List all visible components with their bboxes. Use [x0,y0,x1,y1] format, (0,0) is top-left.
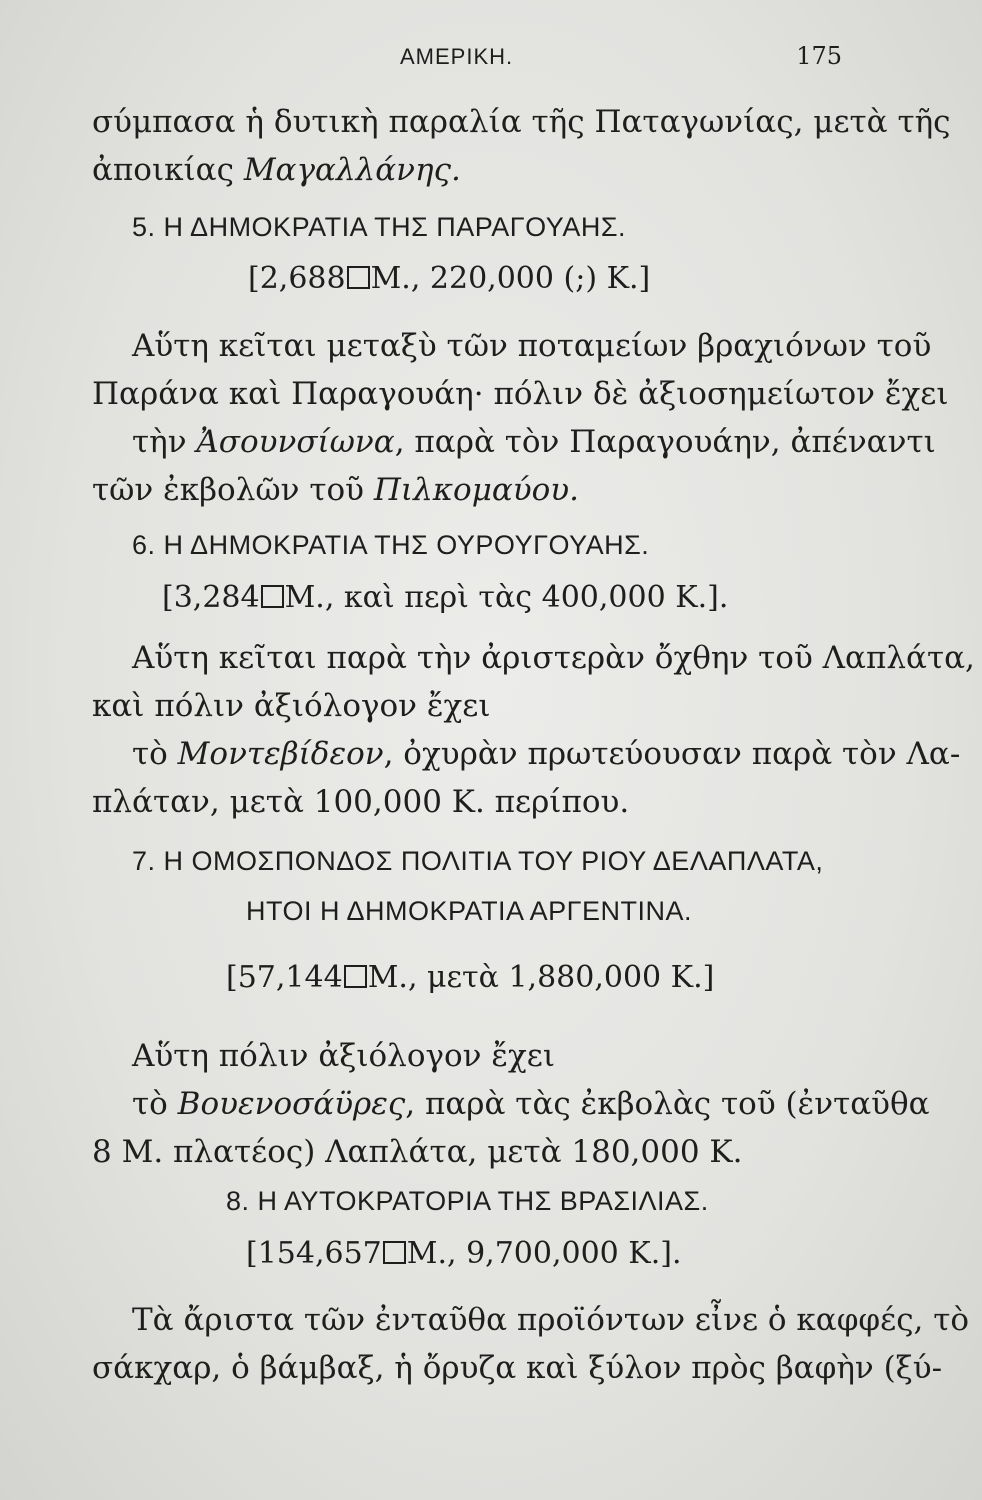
section-heading: 5. Η ΔΗΜΟΚΡΑΤΙΑ ΤΗΣ ΠΑΡΑΓΟΥΑΗΣ. [132,212,627,242]
text-line: σύμπασα ἡ δυτικὴ παραλία τῆς Παταγωνίας, μετὰ τῆς [92,104,951,140]
text-line: τῶν ἐκβολῶν τοῦ Πιλκομαύου. [92,472,579,508]
text-line: 8 Μ. πλατέος) Λαπλάτα, μετὰ 180,000 Κ. [92,1134,743,1170]
square-symbol [261,585,284,608]
section-heading: 8. Η ΑΥΤΟΚΡΑΤΟΡΙΑ ΤΗΣ ΒΡΑΣΙΛΙΑΣ. [226,1186,709,1216]
statistics-line: [154,657 Μ., 9,700,000 Κ.]. [246,1236,682,1271]
text-line: Αὕτη κεῖται μεταξὺ τῶν ποταμείων βραχιόνων τοῦ [132,328,932,364]
text-line: Τὰ ἄριστα τῶν ἐνταῦθα προϊόντων εἶνε ὁ καφφές, τὸ [132,1302,970,1338]
square-symbol [383,1241,406,1264]
text-line: καὶ πόλιν ἀξιόλογον ἔχει [92,688,491,724]
text-line: τὸ Μοντεβίδεον, ὀχυρὰν πρωτεύουσαν παρὰ τὸν Λα- [132,736,961,772]
page-number: 175 [796,42,842,70]
square-symbol [347,266,370,289]
section-heading: ΗΤΟΙ Η ΔΗΜΟΚΡΑΤΙΑ ΑΡΓΕΝΤΙΝΑ. [246,896,692,926]
text-line: Παράνα καὶ Παραγουάη· πόλιν δὲ ἀξιοσημείωτον ἔχει [92,376,949,412]
text-line: Αὕτη κεῖται παρὰ τὴν ἀριστερὰν ὄχθην τοῦ Λαπλάτα, [132,640,975,676]
text-line: σάκχαρ, ὁ βάμβαξ, ἡ ὄρυζα καὶ ξύλον πρὸς βαφὴν (ξύ- [92,1350,943,1386]
text-line: τὸ Βουενοσάϋρες, παρὰ τὰς ἐκβολὰς τοῦ (ἐνταῦθα [132,1086,930,1122]
text-line: πλάταν, μετὰ 100,000 Κ. περίπου. [92,784,630,820]
running-header [0,44,982,84]
text-line: τὴν Ἀσουνσίωνα, παρὰ τὸν Παραγουάην, ἀπέναντι [132,424,936,460]
statistics-line: [57,144 Μ., μετὰ 1,880,000 Κ.] [226,960,715,995]
statistics-line: [3,284 Μ., καὶ περὶ τὰς 400,000 Κ.]. [162,580,729,615]
text-line: ἀποικίας Μαγαλλάνης. [92,152,461,188]
running-title: ΑΜΕΡΙΚΗ. [400,44,514,69]
section-heading: 7. Η ΟΜΟΣΠΟΝΔΟΣ ΠΟΛΙΤΙΑ ΤΟΥ ΡΙΟΥ ΔΕΛΑΠΛΑΤΑ, [132,846,824,876]
section-heading: 6. Η ΔΗΜΟΚΡΑΤΙΑ ΤΗΣ ΟΥΡΟΥΓΟΥΑΗΣ. [132,530,650,560]
text-line: Αὕτη πόλιν ἀξιόλογον ἔχει [132,1038,556,1074]
square-symbol [344,965,367,988]
statistics-line: [2,688 Μ., 220,000 (;) Κ.] [248,261,651,296]
